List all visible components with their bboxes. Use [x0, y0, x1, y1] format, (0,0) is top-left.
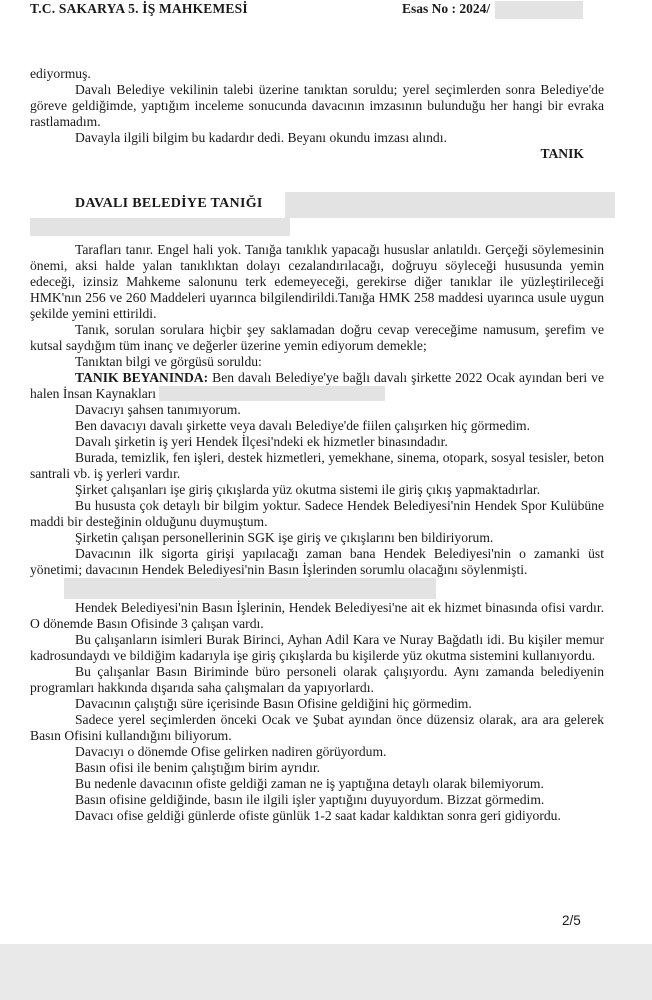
testimony-paragraph — [30, 370, 604, 402]
testimony-line: Davacının çalıştığı süre içerisinde Basın Ofisine geldiğini hiç görmedim. — [75, 696, 472, 711]
paragraph: Tarafları tanır. Engel hali yok. Tanığa tanıklık yapacağı hususlar anlatıldı. Gerçeği söylemesinin önemi, aksi halde yalan tanıklıktan dolayı cezalandırılacağı, doğruyu söyleceği hususunda yemin edeceği, izinsiz Mahkeme salonunu terk edemeyeceği, gerekirse diğer tanıklar ile yüzleştirileceği HMK'nın 256 ve 260 Maddeleri uyarınca bilgilendirildi.Tanığa HMK 258 maddesi uyarınca usule uygun şekilde yemini ettirildi. — [30, 242, 604, 321]
testimony-line: Burada, temizlik, fen işleri, destek hizmetleri, yemekhane, sinema, otopark, sosyal tesisler, beton santrali vb. iş yerleri vardır. — [30, 450, 604, 481]
testimony-line: Davacının ilk sigorta girişi yapılacağı zaman bana Hendek Belediyesi'nin o zamanki üst yönetimi; davacının Hendek Belediyesi'nin Basın İşlerinden sorumlu olacağını söylenmişti. — [30, 546, 604, 577]
testimony-line: Bu nedenle davacının ofiste geldiği zaman ne iş yaptığına detaylı olarak bilemiyorum. — [75, 776, 544, 791]
testimony-line: Basın ofisi ile benim çalıştığım birim ayrıdır. — [75, 760, 321, 775]
paragraph: Tanık, sorulan sorulara hiçbir şey saklamadan doğru cevap vereceğime namusum, şerefim ve kutsal saydığım tüm inanç ve değerler üzerine yemin ediyorum demekle; — [30, 322, 604, 353]
redacted-line — [30, 218, 604, 236]
paragraph: Tanıktan bilgi ve görgüsü soruldu: — [75, 354, 262, 369]
testimony-line: Davacıyı şahsen tanımıyorum. — [75, 402, 241, 417]
testimony-line: Sadece yerel seçimlerden önceki Ocak ve Şubat ayından önce düzensiz olarak, ara ara gelerek Basın Ofisini kullandığını biliyorum. — [30, 712, 604, 743]
paragraph: Davalı Belediye vekilinin talebi üzerine tanıktan soruldu; yerel seçimlerden sonra Belediye'de göreve geldiğimde, yaptığım inceleme sonucunda davacının imzasının bulunduğu her hangi bir evraka rastlamadım. — [30, 82, 604, 129]
testimony-line: Bu çalışanların isimleri Burak Birinci, Ayhan Adil Kara ve Nuray Bağdatlı idi. Bu kişiler memur kadrosundaydı ve bildiğim kadarıyla işe giriş çıkışlarda bu kişilerde yüz okutma sistemini kullanıyordu. — [30, 632, 604, 663]
testimony-line: Hendek Belediyesi'nin Basın İşlerinin, Hendek Belediyesi'ne ait ek hizmet binasında ofisi vardır. O dönemde Basın Ofisinde 3 çalışan vardı. — [30, 600, 604, 631]
testimony-line: Şirket çalışanları işe giriş çıkışlarda yüz okutma sistemi ile giriş çıkış yapmaktadırlar. — [75, 482, 541, 497]
redaction-box — [159, 386, 385, 401]
testimony-text: Ben davalı Belediye'ye bağlı davalı şirkette 2022 Ocak ayından beri ve halen İnsan Kaynakları — [30, 370, 604, 401]
redaction-box — [495, 1, 583, 19]
testimony-line: Ben davacıyı davalı şirkette veya davalı Belediye'de fiilen çalışırken hiç görmedim. — [75, 418, 531, 433]
redacted-line — [30, 578, 604, 600]
testimony-label: TANIK BEYANINDA: — [75, 370, 209, 385]
case-number: Esas No : 2024/ — [402, 1, 491, 16]
testimony-line: Davacı ofise geldiği günlerde ofiste günlük 1-2 saat kadar kaldıktan sonra geri gidiyordu. — [75, 808, 561, 823]
paragraph: Davayla ilgili bilgim bu kadardır dedi. Beyanı okundu imzası alındı. — [75, 130, 447, 145]
testimony-line: Davalı şirketin iş yeri Hendek İlçesi'ndeki ek hizmetler binasındadır. — [75, 434, 448, 449]
redaction-box — [64, 578, 436, 599]
section-heading — [75, 196, 604, 218]
testimony-line: Şirketin çalışan personellerinin SGK işe giriş ve çıkışlarını ben bildiriyorum. — [75, 530, 494, 545]
testimony-line: Bu hususta çok detaylı bir bilgim yoktur. Sadece Hendek Belediyesi'nin Hendek Spor Kulübüne maddi bir desteğinin olduğunu duymuştum. — [30, 498, 604, 529]
testimony-line: Davacıyı o dönemde Ofise gelirken nadiren görüyordum. — [75, 744, 387, 759]
paragraph: ediyormuş. — [30, 66, 91, 81]
section-heading-text: DAVALI BELEDİYE TANIĞI — [75, 196, 263, 211]
page-number: 2/5 — [562, 913, 581, 928]
document-body — [30, 66, 604, 824]
redaction-box — [30, 218, 290, 236]
court-name: T.C. SAKARYA 5. İŞ MAHKEMESİ — [30, 1, 248, 16]
redaction-box — [285, 192, 615, 218]
testimony-line: Basın ofisine geldiğinde, basın ile ilgili işler yaptığını duyuyordum. Bizzat görmedim. — [75, 792, 545, 807]
page-header — [30, 1, 632, 19]
testimony-line: Bu çalışanlar Basın Biriminde büro personeli olarak çalışıyordu. Aynı zamanda belediyenin programları hakkında dışarıda saha çalışmaları da yapıyorlardı. — [30, 664, 604, 695]
witness-signature-label: TANIK — [540, 146, 584, 161]
